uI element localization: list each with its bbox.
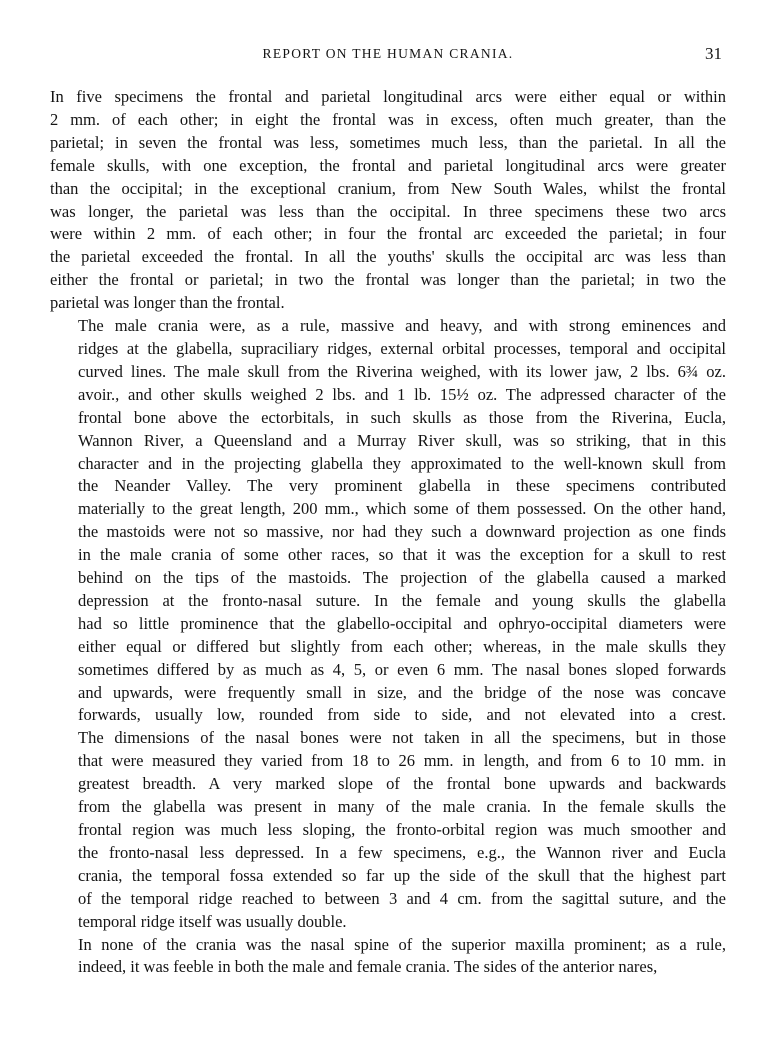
- running-title: REPORT ON THE HUMAN CRANIA.: [262, 46, 514, 61]
- text-line: from the glabella was present in many of the male crania. In the female skulls the: [78, 797, 726, 817]
- text-line: the parietal exceeded the frontal. In all the youths' skulls the occipital arc was less than: [50, 247, 726, 267]
- text-line: in the male crania of some other races, so that it was the exception for a skull to rest: [78, 545, 726, 565]
- text-line: parietal; in seven the frontal was less, sometimes much less, than the parietal. In all the: [50, 132, 726, 152]
- text-line: and upwards, were frequently small in size, and the bridge of the nose was concave: [78, 682, 726, 702]
- text-line: the fronto-nasal less depressed. In a few specimens, e.g., the Wannon river and Eucla: [78, 842, 726, 862]
- text-line: either equal or differed but slightly from each other; whereas, in the male skulls they: [78, 636, 726, 656]
- page-number: 31: [705, 44, 722, 63]
- paragraph: [50, 315, 726, 933]
- text-line: that were measured they varied from 18 to 26 mm. in length, and from 6 to 10 mm. in: [78, 751, 726, 771]
- text-line: In five specimens the frontal and parietal longitudinal arcs were either equal or within: [50, 87, 726, 106]
- text-line: either the frontal or parietal; in two the frontal was longer than the parietal; in two the: [50, 270, 726, 290]
- text-line: curved lines. The male skull from the Riverina weighed, with its lower jaw, 2 lbs. 6¾ oz.: [78, 361, 726, 381]
- text-line: frontal region was much less sloping, the fronto-orbital region was much smoother and: [78, 820, 726, 839]
- text-line: than the occipital; in the exceptional cranium, from New South Wales, whilst the frontal: [50, 178, 726, 198]
- text-line: were within 2 mm. of each other; in four the frontal arc exceeded the parietal; in four: [50, 224, 726, 244]
- text-line: behind on the tips of the mastoids. The projection of the glabella caused a marked: [78, 568, 726, 588]
- body-text: [50, 86, 726, 979]
- text-line: The dimensions of the nasal bones were not taken in all the specimens, but in those: [78, 728, 726, 748]
- text-line: sometimes differed by as much as 4, 5, or even 6 mm. The nasal bones sloped forwards: [78, 659, 726, 679]
- text-line: had so little prominence that the glabello-occipital and ophryo-occipital diameters were: [78, 613, 726, 633]
- text-line: forwards, usually low, rounded from side to side, and not elevated into a crest.: [78, 705, 726, 725]
- text-line: the Neander Valley. The very prominent glabella in these specimens contributed: [78, 476, 726, 496]
- text-line: In none of the crania was the nasal spine of the superior maxilla prominent; as a rule,: [78, 934, 726, 954]
- text-line: greatest breadth. A very marked slope of the frontal bone upwards and backwards: [78, 774, 726, 794]
- text-line: the mastoids were not so massive, nor had they such a downward projection as one finds: [78, 522, 726, 542]
- text-line: frontal bone above the ectorbitals, in such skulls as those from the Riverina, Eucla,: [78, 407, 726, 427]
- running-head: [50, 44, 726, 68]
- text-line: character and in the projecting glabella they approximated to the well-known skull from: [78, 453, 726, 473]
- text-line: ridges at the glabella, supraciliary ridges, external orbital processes, temporal and occipital: [78, 338, 726, 358]
- text-line: parietal was longer than the frontal.: [50, 293, 285, 313]
- text-line: indeed, it was feeble in both the male and female crania. The sides of the anterior nares,: [78, 957, 658, 977]
- text-line: of the temporal ridge reached to between 3 and 4 cm. from the sagittal suture, and the: [78, 888, 726, 908]
- text-line: female skulls, with one exception, the frontal and parietal longitudinal arcs were greater: [50, 155, 726, 175]
- text-line: Wannon River, a Queensland and a Murray River skull, was so striking, that in this: [78, 430, 726, 450]
- text-line: crania, the temporal fossa extended so far up the side of the skull that the highest part: [78, 865, 726, 885]
- text-line: materially to the great length, 200 mm., which some of them possessed. On the other hand,: [78, 499, 726, 519]
- text-line: temporal ridge itself was usually double.: [78, 911, 347, 931]
- text-line: was longer, the parietal was less than the occipital. In three specimens these two arcs: [50, 201, 726, 221]
- text-line: 2 mm. of each other; in eight the frontal was in excess, often much greater, than the: [50, 109, 726, 129]
- paragraph: [50, 86, 726, 315]
- text-line: The male crania were, as a rule, massive and heavy, and with strong eminences and: [78, 316, 726, 336]
- paragraph: [50, 934, 726, 980]
- text-line: depression at the fronto-nasal suture. In the female and young skulls the glabella: [78, 590, 726, 610]
- text-line: avoir., and other skulls weighed 2 lbs. and 1 lb. 15½ oz. The adpressed character of the: [78, 384, 726, 404]
